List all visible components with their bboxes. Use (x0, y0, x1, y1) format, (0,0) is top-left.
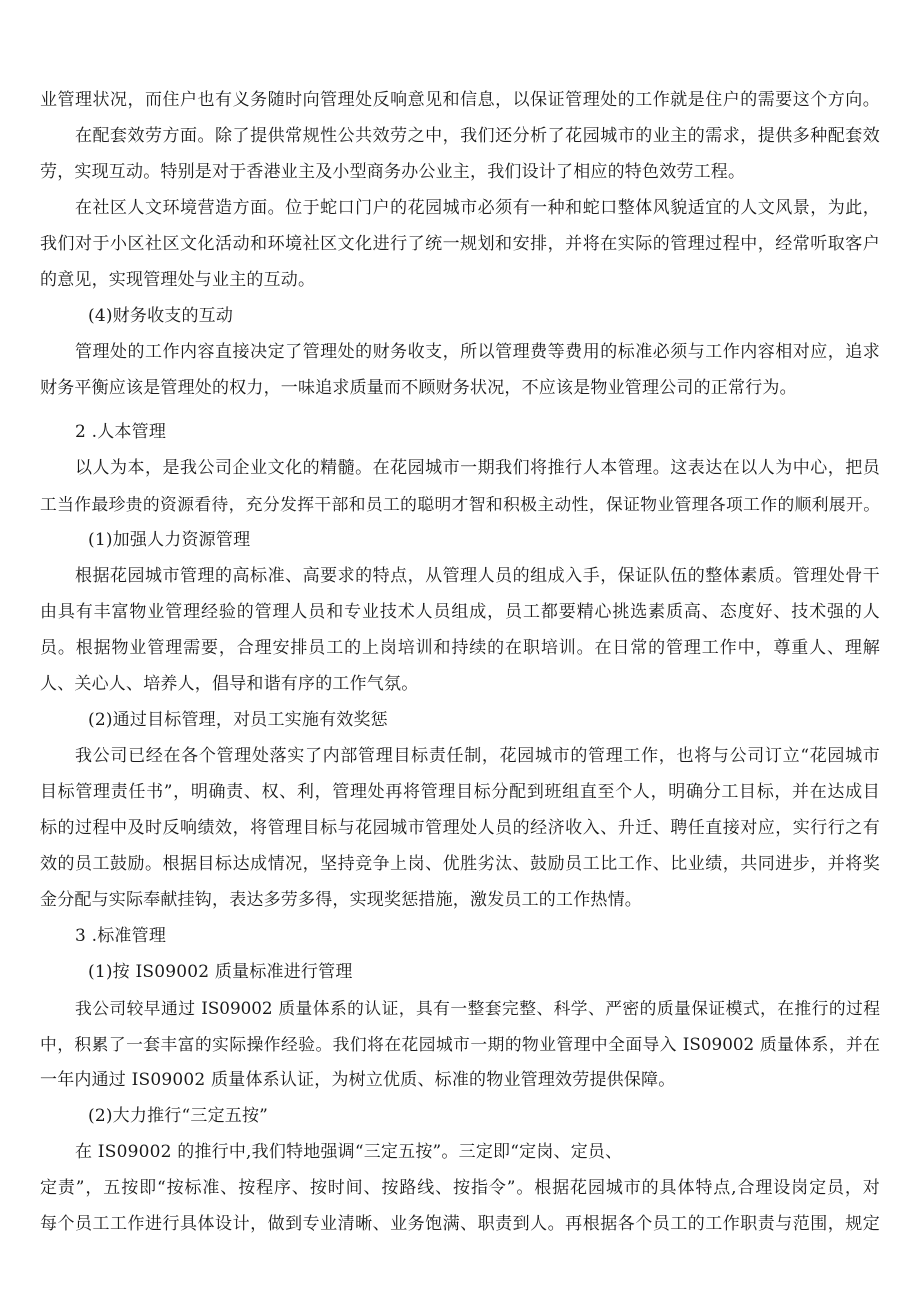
section-heading: 3 .标准管理 (75, 926, 167, 946)
body-line: 由具有丰富物业管理经验的管理人员和专业技术人员组成，员工都要精心挑选素质高、态度好、技术强的人 (40, 602, 880, 622)
body-line: 金分配与实际奉献挂钩，表达多劳多得，实现奖惩措施，激发员工的工作热情。 (40, 890, 642, 910)
paragraph-line: 在 IS09002 的推行中,我们特地强调“三定五按”。三定即“定岗、定员、 (75, 1142, 623, 1162)
subsection-heading: (1)按 IS09002 质量标准进行管理 (88, 962, 353, 982)
subsection-heading: (4)财务收支的互动 (88, 306, 234, 326)
paragraph-line: 根据花园城市管理的高标准、高要求的特点，从管理人员的组成入手，保证队伍的整体素质。管理处骨干 (75, 566, 880, 586)
body-line: 每个员工工作进行具体设计，做到专业清晰、业务饱满、职责到人。再根据各个员工的工作职责与范围，规定 (40, 1214, 880, 1234)
paragraph-line: 我公司较早通过 IS09002 质量体系的认证，具有一整套完整、科学、严密的质量保证模式，在推行的过程 (75, 998, 880, 1018)
body-line: 劳，实现互动。特别是对于香港业主及小型商务办公业主，我们设计了相应的特色效劳工程。 (40, 162, 746, 182)
subsection-heading: (2)通过目标管理，对员工实施有效奖惩 (88, 710, 388, 730)
body-line: 财务平衡应该是管理处的权力，一味追求质量而不顾财务状况，不应该是物业管理公司的正常行为。 (40, 378, 797, 398)
paragraph-line: 以人为本，是我公司企业文化的精髓。在花园城市一期我们将推行人本管理。这表达在以人为中心，把员 (75, 458, 880, 478)
body-line: 定责”，五按即“按标准、按程序、按时间、按路线、按指令”。根据花园城市的具体特点,合理设岗定员，对 (40, 1178, 880, 1198)
body-line: 一年内通过 IS09002 质量体系认证，为树立优质、标准的物业管理效劳提供保障。 (40, 1070, 676, 1090)
body-line: 的意见，实现管理处与业主的互动。 (40, 270, 316, 290)
paragraph-line: 管理处的工作内容直接决定了管理处的财务收支，所以管理费等费用的标准必须与工作内容相对应，追求 (75, 342, 880, 362)
body-line: 效的员工鼓励。根据目标达成情况，坚持竞争上岗、优胜劣汰、鼓励员工比工作、比业绩，共同进步，并将奖 (40, 854, 880, 874)
body-line: 中，积累了一套丰富的实际操作经验。我们将在花园城市一期的物业管理中全面导入 IS09002 质量体系，并在 (40, 1034, 880, 1054)
body-line: 我们对于小区社区文化活动和环境社区文化进行了统一规划和安排，并将在实际的管理过程中，经常听取客户 (40, 234, 880, 254)
subsection-heading: (1)加强人力资源管理 (88, 530, 251, 550)
body-line: 标的过程中及时反响绩效，将管理目标与花园城市管理处人员的经济收入、升迁、聘任直接对应，实行行之有 (40, 818, 880, 838)
subsection-heading: (2)大力推行“三定五按” (88, 1106, 269, 1126)
body-line: 员。根据物业管理需要，合理安排员工的上岗培训和持续的在职培训。在日常的管理工作中，尊重人、理解 (40, 638, 880, 658)
body-line: 目标管理责任书”，明确责、权、利，管理处再将管理目标分配到班组直至个人，明确分工目标，并在达成目 (40, 782, 880, 802)
paragraph-line: 在社区人文环境营造方面。位于蛇口门户的花园城市必须有一种和蛇口整体风貌适宜的人文风景，为此， (75, 198, 880, 218)
section-heading: 2 .人本管理 (75, 422, 167, 442)
paragraph-line: 我公司已经在各个管理处落实了内部管理目标责任制，花园城市的管理工作，也将与公司订立“花园城市 (75, 746, 880, 766)
body-line: 业管理状况，而住户也有义务随时向管理处反响意见和信息，以保证管理处的工作就是住户的需要这个方向。 (40, 90, 880, 110)
body-line: 人、关心人、培养人，倡导和谐有序的工作气氛。 (40, 674, 419, 694)
body-line: 工当作最珍贵的资源看待，充分发挥干部和员工的聪明才智和积极主动性，保证物业管理各项工作的顺利展开。 (40, 494, 880, 514)
paragraph-line: 在配套效劳方面。除了提供常规性公共效劳之中，我们还分析了花园城市的业主的需求，提供多种配套效 (75, 126, 880, 146)
